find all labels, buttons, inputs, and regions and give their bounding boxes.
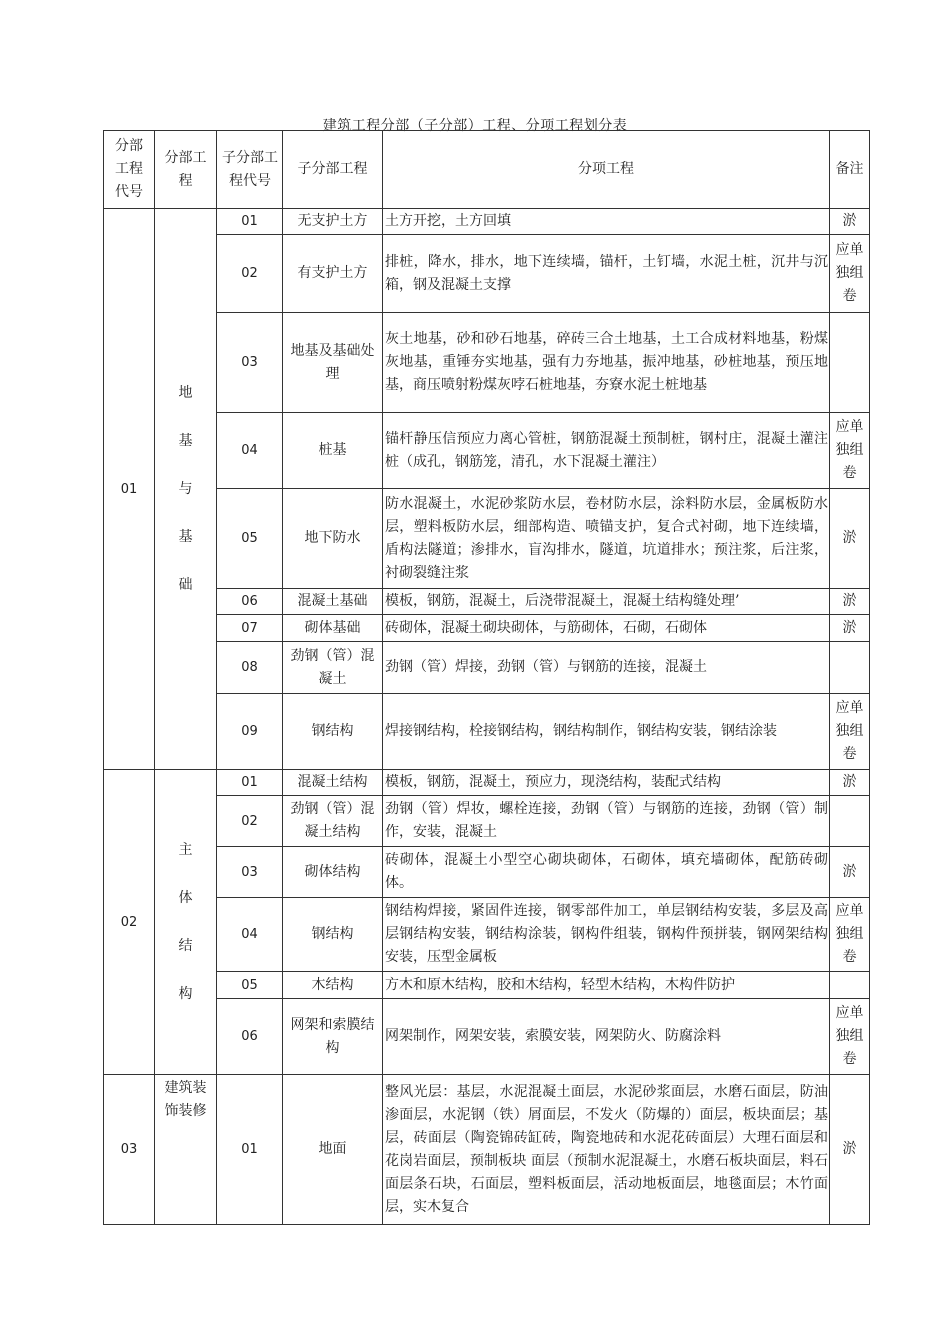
sub-code: 09	[217, 694, 283, 770]
items-cell: 焊接钢结构，栓接钢结构，钢结构制作，钢结构安装，钢结涂装	[383, 694, 830, 770]
remark-cell: 淤	[830, 209, 870, 235]
sub-name: 地下防水	[283, 489, 383, 589]
division-code: 03	[104, 1075, 155, 1225]
header-sub-code: 子分部工程代号	[217, 131, 283, 209]
table-row	[104, 642, 870, 694]
header-sub-division: 子分部工程	[283, 131, 383, 209]
division-name: 地基与基础	[155, 209, 217, 770]
table-row	[104, 999, 870, 1075]
division-name: 主体结构	[155, 770, 217, 1075]
remark-cell: 应单独组卷	[830, 694, 870, 770]
header-division-code: 分部工程代号	[104, 131, 155, 209]
items-cell: 排桩，降水，排水，地下连续墙，锚杆，土钉墙，水泥土桩，沉井与沉箱，钢及混凝土支撑	[383, 235, 830, 313]
sub-code: 01	[217, 1075, 283, 1225]
items-cell: 防水混凝土，水泥砂浆防水层，卷材防水层，涂料防水层，金属板防水层，塑料板防水层，细部构造、喷锚支护，复合式衬砌，地下连续墙，盾构法隧道；渗排水，盲沟排水，隧道，坑道排水；预注浆，后注浆，衬砌裂缝注浆	[383, 489, 830, 589]
items-cell: 模板，钢筋，混凝土，预应力，现浇结构，装配式结构	[383, 770, 830, 796]
remark-cell: 应单独组卷	[830, 898, 870, 972]
table-row	[104, 235, 870, 313]
items-cell: 钢结构焊接，紧固件连接，钢零部件加工，单层钢结构安装，多层及高层钢结构安装，钢结构涂装，钢构件组装，钢构件预拼装，钢网架结构安装，压型金属板	[383, 898, 830, 972]
sub-name: 地面	[283, 1075, 383, 1225]
items-cell: 方木和原木结构，胶和木结构，轻型木结构，木构件防护	[383, 972, 830, 999]
table-row	[104, 489, 870, 589]
table-row	[104, 796, 870, 847]
division-code: 01	[104, 209, 155, 770]
items-cell: 模板，钢筋，混凝土，后浇带混凝土，混凝土结构缝处理’	[383, 589, 830, 615]
items-cell: 土方开挖，土方回填	[383, 209, 830, 235]
sub-code: 01	[217, 770, 283, 796]
header-items: 分项工程	[383, 131, 830, 209]
sub-name: 劲钢（管）混凝土	[283, 642, 383, 694]
sub-name: 钢结构	[283, 694, 383, 770]
sub-name: 钢结构	[283, 898, 383, 972]
table-row	[104, 694, 870, 770]
sub-name: 砌体结构	[283, 847, 383, 898]
division-name: 建筑装饰装修	[155, 1075, 217, 1225]
remark-cell: 淤	[830, 1075, 870, 1225]
sub-code: 04	[217, 898, 283, 972]
remark-cell	[830, 972, 870, 999]
remark-cell: 淤	[830, 489, 870, 589]
header-remark: 备注	[830, 131, 870, 209]
table-row	[104, 209, 870, 235]
sub-name: 无支护土方	[283, 209, 383, 235]
items-cell: 劲钢（管）焊接，劲钢（管）与钢筋的连接，混凝土	[383, 642, 830, 694]
table-row	[104, 589, 870, 615]
division-table	[103, 130, 870, 1225]
remark-cell	[830, 642, 870, 694]
remark-cell	[830, 313, 870, 413]
remark-cell: 应单独组卷	[830, 235, 870, 313]
page-title: 建筑工程分部（子分部）工程、分项工程划分表	[322, 118, 628, 134]
remark-cell: 淤	[830, 589, 870, 615]
sub-code: 05	[217, 489, 283, 589]
header-division: 分部工程	[155, 131, 217, 209]
division-code: 02	[104, 770, 155, 1075]
sub-name: 有支护土方	[283, 235, 383, 313]
sub-name: 桩基	[283, 413, 383, 489]
sub-code: 06	[217, 589, 283, 615]
sub-code: 08	[217, 642, 283, 694]
header-row	[104, 131, 870, 209]
table-row	[104, 898, 870, 972]
items-cell: 劲钢（管）焊妆，螺栓连接，劲钢（管）与钢筋的连接，劲钢（管）制作，安装，混凝土	[383, 796, 830, 847]
remark-cell: 应单独组卷	[830, 999, 870, 1075]
items-cell: 砖砌体，混凝土小型空心砌块砌体，石砌体，填充墙砌体，配筋砖砌体。	[383, 847, 830, 898]
sub-name: 木结构	[283, 972, 383, 999]
table-row	[104, 313, 870, 413]
table-row	[104, 1075, 870, 1225]
table-row	[104, 847, 870, 898]
items-cell: 网架制作，网架安装，索膜安装，网架防火、防腐涂料	[383, 999, 830, 1075]
table-row	[104, 972, 870, 999]
sub-code: 04	[217, 413, 283, 489]
sub-name: 混凝土结构	[283, 770, 383, 796]
remark-cell: 淤	[830, 770, 870, 796]
items-cell: 整风光层：基层，水泥混凝土面层，水泥砂浆面层，水磨石面层，防油渗面层，水泥钢（铁）屑面层，不发火（防爆的）面层，板块面层；基层，砖面层（陶瓷锦砖缸砖，陶瓷地砖和水泥花砖面层）大理石面层和花岗岩面层，预制板块 面层（预制水泥混凝土，水磨石板块面层，料石面层条石块，石面层，塑料板面层，活动地板面层，地毯面层；木竹面层，实木复合	[383, 1075, 830, 1225]
remark-cell	[830, 796, 870, 847]
sub-name: 地基及基础处理	[283, 313, 383, 413]
remark-cell: 淤	[830, 847, 870, 898]
sub-code: 03	[217, 847, 283, 898]
items-cell: 灰土地基，砂和砂石地基，碎砖三合土地基，土工合成材料地基，粉煤灰地基，重锤夯实地基，强有力夯地基，振冲地基，砂桩地基，预压地基，商压喷射粉煤灰哱石桩地基，夯寮水泥土桩地基	[383, 313, 830, 413]
sub-code: 03	[217, 313, 283, 413]
sub-code: 07	[217, 615, 283, 642]
sub-name: 网架和索膜结构	[283, 999, 383, 1075]
remark-cell: 应单独组卷	[830, 413, 870, 489]
remark-cell: 淤	[830, 615, 870, 642]
sub-code: 05	[217, 972, 283, 999]
table-row	[104, 413, 870, 489]
table-row	[104, 770, 870, 796]
sub-code: 02	[217, 235, 283, 313]
sub-name: 劲钢（管）混凝土结构	[283, 796, 383, 847]
items-cell: 锚杆静压信预应力离心管桩，钢筋混凝土预制桩，钢村庄，混凝土灌注桩（成孔，钢筋笼，清孔，水下混凝土灌注）	[383, 413, 830, 489]
table-row	[104, 615, 870, 642]
sub-code: 02	[217, 796, 283, 847]
sub-code: 01	[217, 209, 283, 235]
sub-code: 06	[217, 999, 283, 1075]
sub-name: 砌体基础	[283, 615, 383, 642]
sub-name: 混凝土基础	[283, 589, 383, 615]
items-cell: 砖砌体，混凝土砌块砌体，与筋砌体，石砌，石砌体	[383, 615, 830, 642]
